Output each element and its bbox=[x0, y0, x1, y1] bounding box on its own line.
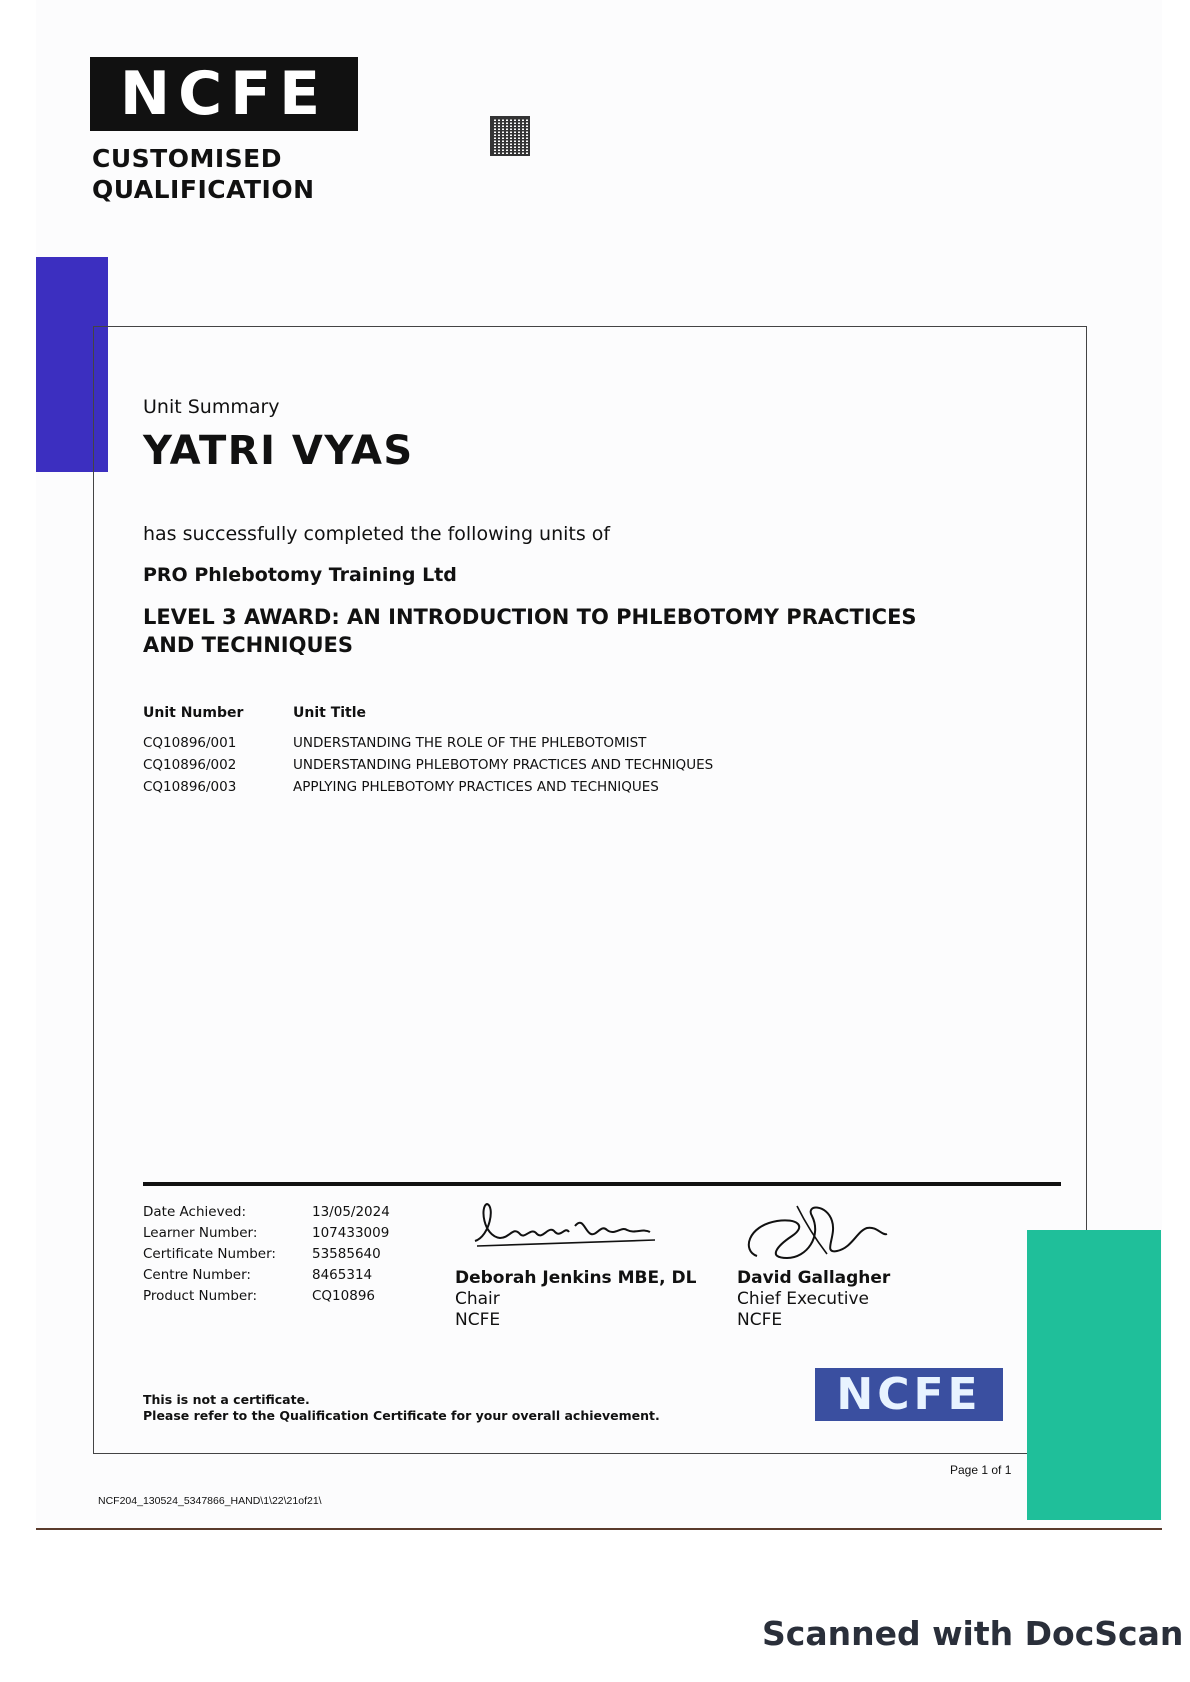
qualification-title: LEVEL 3 AWARD: AN INTRODUCTION TO PHLEBOTOMY PRACTICES AND TECHNIQUES bbox=[143, 605, 917, 657]
table-row bbox=[143, 757, 713, 779]
chief-executive-signature bbox=[737, 1196, 897, 1266]
logo-subtitle-line1: CUSTOMISED bbox=[92, 144, 282, 173]
detail-row bbox=[143, 1267, 390, 1288]
detail-label: Date Achieved: bbox=[143, 1204, 247, 1220]
notice-line1: This is not a certificate. bbox=[143, 1392, 310, 1407]
page-number: Page 1 of 1 bbox=[950, 1463, 1012, 1477]
unit-title: APPLYING PHLEBOTOMY PRACTICES AND TECHNIQUES bbox=[293, 779, 659, 795]
unit-number: CQ10896/001 bbox=[143, 735, 237, 751]
logo-subtitle bbox=[92, 143, 315, 205]
detail-label: Certificate Number: bbox=[143, 1246, 276, 1262]
detail-label: Centre Number: bbox=[143, 1267, 251, 1283]
detail-value: 13/05/2024 bbox=[312, 1204, 390, 1220]
detail-value: 8465314 bbox=[312, 1267, 373, 1283]
logo-subtitle-line2: QUALIFICATION bbox=[92, 175, 315, 204]
detail-value: CQ10896 bbox=[312, 1288, 375, 1304]
datamatrix-code-icon bbox=[490, 116, 530, 156]
unit-number-header: Unit Number bbox=[143, 705, 244, 721]
centre-name: PRO Phlebotomy Training Ltd bbox=[143, 564, 457, 586]
ncfe-hologram-logo: NCFE bbox=[815, 1368, 1003, 1421]
table-row bbox=[143, 735, 713, 757]
table-row bbox=[143, 779, 713, 801]
detail-value: 107433009 bbox=[312, 1225, 390, 1241]
ncfe-logo bbox=[90, 57, 358, 131]
not-certificate-notice bbox=[143, 1392, 660, 1424]
unit-number: CQ10896/002 bbox=[143, 757, 237, 773]
divider-rule bbox=[143, 1182, 1061, 1186]
detail-label: Product Number: bbox=[143, 1288, 258, 1304]
detail-row bbox=[143, 1246, 390, 1267]
learner-name: YATRI VYAS bbox=[143, 428, 414, 474]
summary-heading: Unit Summary bbox=[143, 396, 280, 418]
certificate-details bbox=[143, 1204, 390, 1309]
intro-text: has successfully completed the following units of bbox=[143, 523, 611, 545]
signatory-name: David Gallagher bbox=[737, 1268, 891, 1288]
signatory-role: Chief Executive bbox=[737, 1289, 869, 1309]
signatory-org: NCFE bbox=[455, 1310, 501, 1330]
unit-number: CQ10896/003 bbox=[143, 779, 237, 795]
unit-title-header: Unit Title bbox=[293, 705, 367, 721]
signatory-name: Deborah Jenkins MBE, DL bbox=[455, 1268, 697, 1288]
logo-text: NCFE bbox=[119, 59, 329, 129]
signatory-role: Chair bbox=[455, 1289, 500, 1309]
green-accent-bar bbox=[1027, 1230, 1161, 1520]
detail-value: 53585640 bbox=[312, 1246, 381, 1262]
notice-line2: Please refer to the Qualification Certificate for your overall achievement. bbox=[143, 1408, 660, 1423]
detail-row bbox=[143, 1204, 390, 1225]
detail-row bbox=[143, 1288, 390, 1309]
unit-title: UNDERSTANDING THE ROLE OF THE PHLEBOTOMIST bbox=[293, 735, 647, 751]
units-table bbox=[143, 705, 713, 801]
document-reference: NCF204_130524_5347866_HAND\1\22\21of21\ bbox=[98, 1495, 322, 1507]
detail-row bbox=[143, 1225, 390, 1246]
chair-signature bbox=[465, 1196, 665, 1256]
detail-label: Learner Number: bbox=[143, 1225, 258, 1241]
table-header-row bbox=[143, 705, 713, 735]
unit-title: UNDERSTANDING PHLEBOTOMY PRACTICES AND TECHNIQUES bbox=[293, 757, 714, 773]
signatory-chair bbox=[455, 1268, 696, 1331]
signatory-org: NCFE bbox=[737, 1310, 783, 1330]
signatory-chief-executive bbox=[737, 1268, 890, 1331]
scanner-watermark: Scanned with DocScan bbox=[762, 1614, 1184, 1653]
